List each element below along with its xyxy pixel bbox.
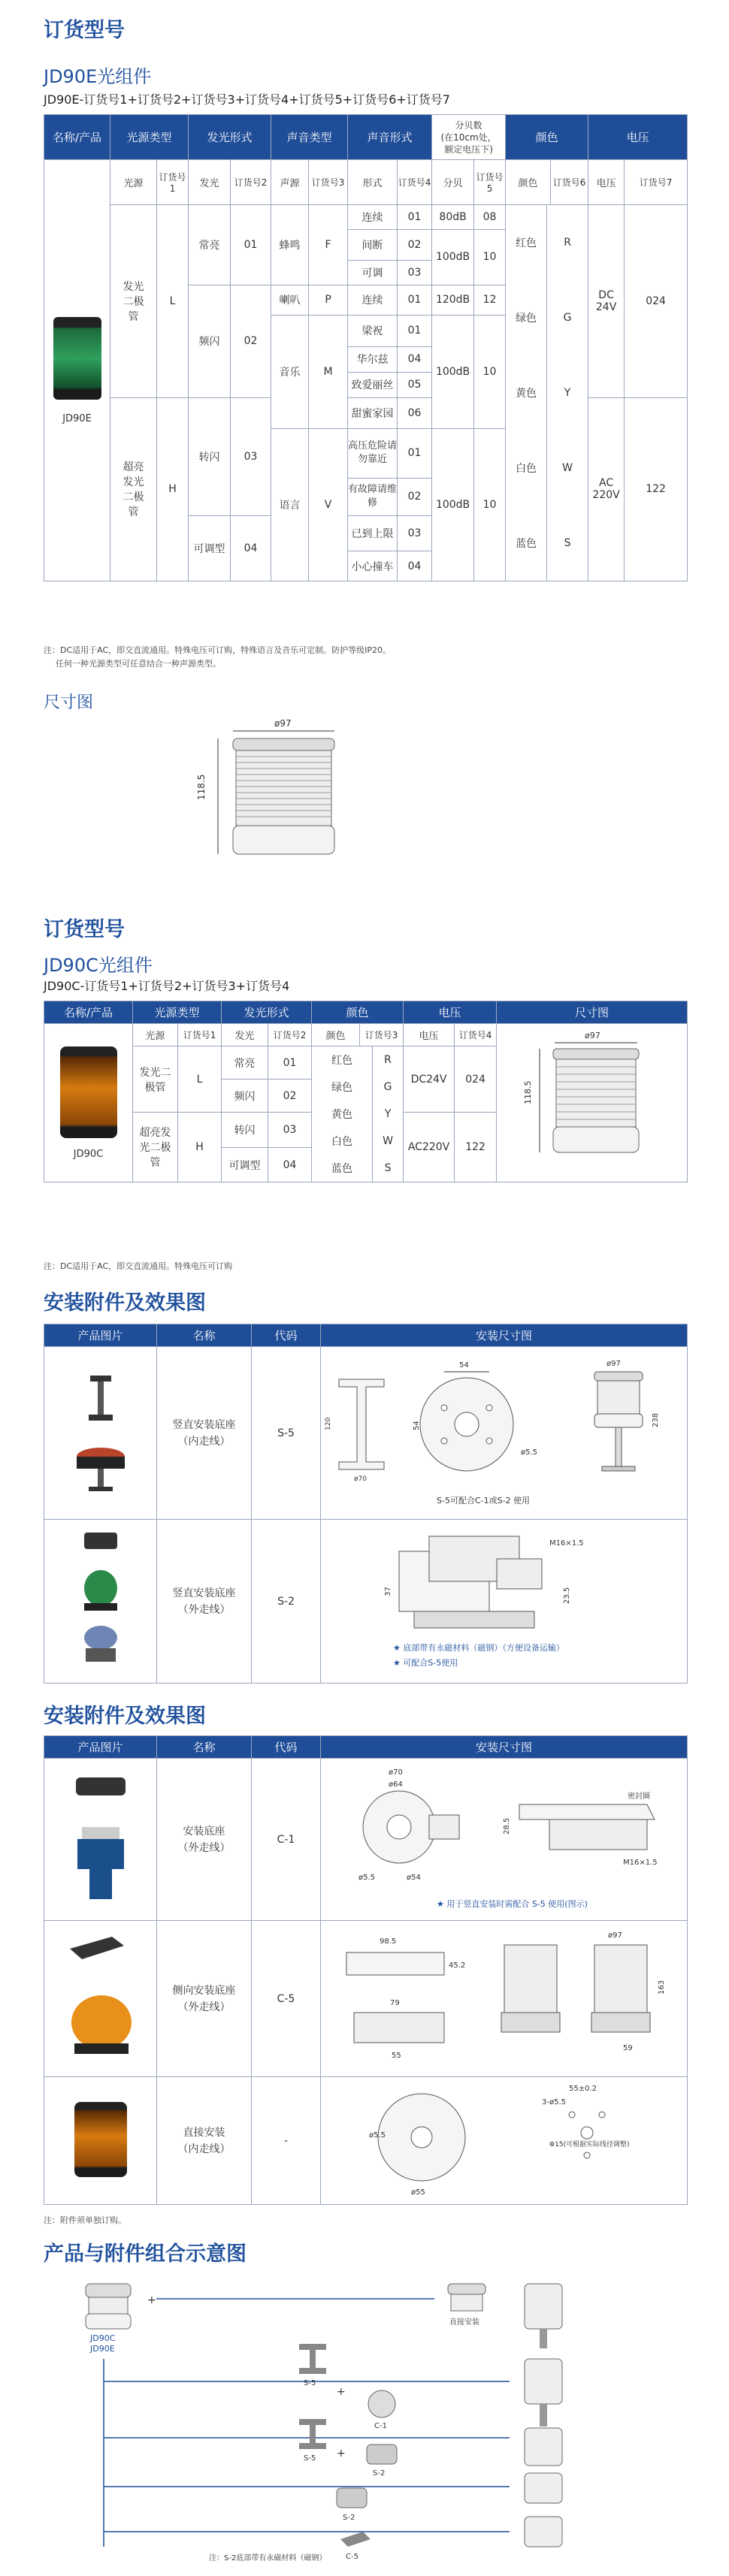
- sub-hdr: 订货号1: [178, 1024, 222, 1046]
- db-code: 10: [474, 230, 506, 285]
- c1-image-cell: [44, 1759, 157, 1921]
- sound-form: 高压危险请勿靠近: [348, 429, 398, 479]
- voltage-code-dc: 024: [625, 205, 688, 398]
- sub-hdr: 声源: [271, 160, 309, 205]
- db-code: 12: [474, 285, 506, 316]
- s2-caption-2: ★ 可配合S-5使用: [392, 1657, 458, 1668]
- sub-hdr: 订货号4: [455, 1024, 497, 1046]
- light-form: 频闪: [222, 1080, 268, 1113]
- c5-name: 侧向安装底座 （外走线）: [157, 1921, 252, 2077]
- sound-form: 甜蜜家园: [348, 397, 398, 429]
- hdr-name: 名称/产品: [44, 1001, 133, 1024]
- product-name-jd90e: JD90E: [62, 412, 92, 424]
- hdr-code: 代码: [252, 1324, 321, 1347]
- c1-product-image: [59, 1767, 142, 1910]
- c5-dim-drawing: [324, 1922, 685, 2073]
- dim-label: M16×1.5: [622, 1858, 658, 1867]
- sound-source-code: P: [309, 285, 348, 316]
- sub-hdr: 订货号2: [268, 1024, 312, 1046]
- dim-label: 54: [458, 1360, 469, 1370]
- sound-form-code: 01: [398, 285, 432, 316]
- voltage-ac: AC 220V: [588, 397, 625, 581]
- hdr-color: 颜色: [506, 115, 588, 160]
- sound-form-code: 04: [398, 346, 432, 372]
- light-form-code: 03: [231, 397, 271, 515]
- dim-width-label: ø97: [584, 1031, 600, 1040]
- combo-note: 注：S-2底部带有永磁材料（磁钢）: [209, 2554, 327, 2562]
- dim-label: 163: [657, 1980, 666, 1995]
- direct-product-image: [74, 2102, 127, 2177]
- product-cell-jd90c: [44, 1024, 133, 1182]
- s5-code: S-5: [252, 1347, 321, 1520]
- s2-dims-cell: [321, 1520, 688, 1684]
- sound-form: 连续: [348, 285, 398, 316]
- color-blue: 蓝色: [516, 538, 537, 550]
- sub-hdr: 颜色: [506, 160, 551, 205]
- dim-label: ø97: [606, 1359, 621, 1368]
- hdr-light-type: 光源类型: [133, 1001, 222, 1024]
- combo-label: S-5: [304, 2379, 316, 2387]
- dim-cell-jd90c: [497, 1024, 688, 1182]
- dim-label: 120: [324, 1417, 332, 1430]
- dim-label: 79: [389, 1998, 400, 2007]
- c1-dim-drawing: [324, 1759, 685, 1917]
- hdr-dim: 尺寸图: [497, 1001, 688, 1024]
- sound-form-code: 02: [398, 230, 432, 261]
- sub-hdr: 订货号6: [551, 160, 588, 205]
- sound-source-music: 音乐: [271, 316, 309, 429]
- sub-hdr: 电压: [404, 1024, 455, 1046]
- light-form: 转闪: [222, 1113, 268, 1148]
- jd90c-lamp-image: [60, 1046, 117, 1138]
- sound-source-code: V: [309, 429, 348, 581]
- db-code: 10: [474, 316, 506, 429]
- sub-hdr: 发光: [222, 1024, 268, 1046]
- product-title-jd90e: JD90E光组件: [44, 66, 152, 87]
- sub-hdr: 形式: [348, 160, 398, 205]
- direct-dim-drawing: [324, 2077, 685, 2201]
- order-table-jd90e: [44, 114, 688, 581]
- combo-label: C-1: [374, 2422, 387, 2430]
- s5-image-cell: [44, 1347, 157, 1520]
- dim-label: ø5.5: [368, 2131, 386, 2140]
- light-form-code: 02: [268, 1080, 312, 1113]
- color-code: W: [373, 1128, 404, 1155]
- combo-label: C-5: [346, 2553, 358, 2561]
- s2-dim-drawing: [324, 1521, 685, 1679]
- combo-label: S-2: [373, 2469, 386, 2478]
- hdr-sound-type: 声音类型: [271, 115, 348, 160]
- sound-form-code: 04: [398, 551, 432, 581]
- light-form-code: 01: [231, 205, 271, 285]
- order-title-1: 订货型号: [44, 19, 125, 42]
- sound-source-horn: 喇叭: [271, 285, 309, 316]
- color-code: S: [373, 1155, 404, 1182]
- sound-form: 梁祝: [348, 316, 398, 347]
- order-title-2: 订货型号: [44, 918, 125, 941]
- dim-label: Φ15(可根据实际线径调整): [549, 2141, 630, 2149]
- sound-form-code: 01: [398, 429, 432, 479]
- light-form-steady: 常亮: [189, 205, 231, 285]
- product-cell-jd90e: [44, 160, 110, 581]
- hdr-code: 代码: [252, 1736, 321, 1759]
- light-code-h: H: [157, 397, 189, 581]
- sound-form-code: 01: [398, 205, 432, 230]
- c5-product-image: [59, 1926, 142, 2069]
- product-name-jd90c: JD90C: [73, 1148, 104, 1160]
- s2-name: 竖直安装底座 （外走线）: [157, 1520, 252, 1684]
- color: 黄色: [331, 1109, 353, 1121]
- sound-form: 有故障请维修: [348, 478, 398, 515]
- color-code-g: G: [547, 280, 588, 355]
- color-code: G: [373, 1074, 404, 1101]
- sound-form: 华尔兹: [348, 346, 398, 372]
- db-value: 100dB: [432, 429, 474, 581]
- light-code-h: H: [178, 1113, 222, 1182]
- color-code-s: S: [547, 506, 588, 581]
- sub-hdr: 发光: [189, 160, 231, 205]
- color: 红色: [331, 1055, 353, 1067]
- s5-dim-drawing: [324, 1349, 685, 1514]
- sound-form-code: 03: [398, 515, 432, 551]
- voltage-dc: DC24V: [404, 1046, 455, 1113]
- dim-drawing-jd90e: [188, 717, 368, 875]
- hdr-color: 颜色: [312, 1001, 404, 1024]
- order-formula-jd90e: JD90E-订货号1+订货号2+订货号3+订货号4+订货号5+订货号6+订货号7: [44, 92, 450, 107]
- s5-caption: S-5可配合C-1或S-2 使用: [436, 1495, 530, 1505]
- dim-height-label: 118.5: [522, 1080, 533, 1104]
- dim-label: ø70: [353, 1475, 367, 1483]
- light-form-code: 01: [268, 1046, 312, 1080]
- hdr-dims: 安装尺寸图: [321, 1736, 688, 1759]
- order-table-jd90c: [44, 1001, 688, 1182]
- sub-hdr: 订货号3: [309, 160, 348, 205]
- direct-image-cell: [44, 2077, 157, 2205]
- sub-hdr: 订货号7: [625, 160, 688, 205]
- sound-form-code: 02: [398, 478, 432, 515]
- db-value: 100dB: [432, 230, 474, 285]
- color-block: [506, 205, 588, 581]
- hdr-light-type: 光源类型: [110, 115, 189, 160]
- hdr-light-form: 发光形式: [222, 1001, 312, 1024]
- sub-hdr: 订货号5: [474, 160, 506, 205]
- dim-label: 54: [412, 1420, 421, 1430]
- light-form-code: 03: [268, 1113, 312, 1148]
- base-product: [86, 2284, 131, 2354]
- light-form-rotate: 转闪: [189, 397, 231, 515]
- color-code: Y: [373, 1101, 404, 1128]
- c5-dims-cell: [321, 1921, 688, 2077]
- dim-title-jd90e: 尺寸图: [44, 693, 94, 712]
- note-jd90e-2: 任何一种光源类型可任意结合一种声源类型。: [56, 659, 221, 669]
- dim-label: M16×1.5: [549, 1539, 584, 1548]
- db-code: 10: [474, 429, 506, 581]
- voltage-code-ac: 122: [455, 1113, 497, 1182]
- hdr-voltage: 电压: [404, 1001, 497, 1024]
- sound-form: 已到上限: [348, 515, 398, 551]
- hdr-name: 名称: [157, 1324, 252, 1347]
- color-code-w: W: [547, 430, 588, 506]
- sub-hdr: 光源: [133, 1024, 178, 1046]
- combo-result-lamps: [525, 2284, 562, 2547]
- color-yellow: 黄色: [516, 388, 537, 400]
- dim-label: 23.5: [562, 1587, 571, 1604]
- dim-label: 28.5: [502, 1817, 511, 1835]
- dim-label: ø55: [410, 2188, 425, 2197]
- order-formula-jd90c: JD90C-订货号1+订货号2+订货号3+订货号4: [44, 979, 290, 993]
- hdr-image: 产品图片: [44, 1736, 157, 1759]
- hdr-sound-form: 声音形式: [348, 115, 432, 160]
- s2-code: S-2: [252, 1520, 321, 1684]
- s2-product-image: [63, 1525, 138, 1675]
- light-code-l: L: [157, 205, 189, 398]
- sound-source-code: M: [309, 316, 348, 429]
- svg-text:+: +: [337, 2386, 346, 2398]
- light-source-super-led: 超亮发光二极管: [133, 1113, 178, 1182]
- svg-text:+: +: [147, 2294, 156, 2306]
- note-jd90e-1: 注：DC适用于AC，即交直流通用。特殊电压可订购，特殊语言及音乐可定制。防护等级IP20。: [44, 645, 392, 655]
- color-red: 红色: [516, 237, 537, 249]
- sub-hdr: 颜色: [312, 1024, 360, 1046]
- dim-label: ø64: [388, 1780, 403, 1789]
- sound-form-code: 06: [398, 397, 432, 429]
- sub-hdr: 电压: [588, 160, 625, 205]
- s5-dims-cell: [321, 1347, 688, 1520]
- hdr-image: 产品图片: [44, 1324, 157, 1347]
- hdr-name: 名称: [157, 1736, 252, 1759]
- c5-image-cell: [44, 1921, 157, 2077]
- jd90e-lamp-image: [53, 317, 101, 400]
- dim-label: 98.5: [379, 1937, 396, 1946]
- c1-caption: ★ 用于竖直安装时需配合 S-5 使用(图示): [436, 1898, 588, 1909]
- light-form-adjustable: 可调型: [189, 515, 231, 581]
- svg-text:+: +: [337, 2448, 346, 2460]
- color: 绿色: [331, 1082, 353, 1094]
- dim-label: 55±0.2: [568, 2085, 597, 2093]
- product-title-jd90c: JD90C光组件: [44, 955, 153, 976]
- light-form: 可调型: [222, 1148, 268, 1182]
- db-code: 08: [474, 205, 506, 230]
- light-source-super-led: 超亮发光二极管: [110, 397, 157, 581]
- sound-form: 小心撞车: [348, 551, 398, 581]
- sub-hdr: 订货号3: [360, 1024, 404, 1046]
- dim-label: 3-ø5.5: [541, 2098, 566, 2106]
- hdr-dims: 安装尺寸图: [321, 1324, 688, 1347]
- light-form: 常亮: [222, 1046, 268, 1080]
- sound-source-code: F: [309, 205, 348, 285]
- color-green: 绿色: [516, 313, 537, 325]
- note-accessories: 注：附件须单独订购。: [44, 2215, 126, 2225]
- hdr-voltage: 电压: [588, 115, 688, 160]
- dim-label: ø54: [406, 1873, 421, 1882]
- dim-label: 55: [391, 2051, 401, 2060]
- light-form-code: 02: [231, 285, 271, 397]
- c1-dims-cell: [321, 1759, 688, 1921]
- c5-code: C-5: [252, 1921, 321, 2077]
- dim-label: 59: [622, 2043, 633, 2052]
- dim-label: 37: [383, 1586, 392, 1596]
- voltage-code-ac: 122: [625, 397, 688, 581]
- s5-product-image: [63, 1368, 138, 1496]
- combo-diagram: [44, 2269, 690, 2569]
- direct-name: 直接安装 （内走线）: [157, 2077, 252, 2205]
- sound-source-voice: 语言: [271, 429, 309, 581]
- s2-image-cell: [44, 1520, 157, 1684]
- color-block: [312, 1046, 404, 1182]
- sound-form: 可调: [348, 260, 398, 285]
- dim-drawing-jd90c: [510, 1026, 675, 1176]
- sound-form-code: 01: [398, 316, 432, 347]
- db-value: 80dB: [432, 205, 474, 230]
- hdr-light-form: 发光形式: [189, 115, 271, 160]
- c1-name: 安装底座 （外走线）: [157, 1759, 252, 1921]
- sound-form-code: 03: [398, 260, 432, 285]
- combo-product-label: JD90E: [90, 2344, 115, 2354]
- light-form-code: 04: [268, 1148, 312, 1182]
- dim-label: ø5.5: [358, 1873, 375, 1882]
- s5-name: 竖直安装底座 （内走线）: [157, 1347, 252, 1520]
- color-code-y: Y: [547, 355, 588, 430]
- voltage-dc: DC 24V: [588, 205, 625, 398]
- voltage-code-dc: 024: [455, 1046, 497, 1113]
- combo-title: 产品与附件组合示意图: [44, 2242, 247, 2266]
- hdr-name: 名称/产品: [44, 115, 110, 160]
- dim-label: ø70: [388, 1768, 403, 1777]
- light-source-led: 发光二极管: [133, 1046, 178, 1113]
- combo-label: S-5: [304, 2454, 316, 2463]
- color-code: R: [373, 1046, 404, 1074]
- light-source-led: 发光二极管: [110, 205, 157, 398]
- accessory-title-1: 安装附件及效果图: [44, 1291, 206, 1315]
- sound-source-buzzer: 蜂鸣: [271, 205, 309, 285]
- dim-label: ø97: [607, 1931, 622, 1940]
- sound-form: 间断: [348, 230, 398, 261]
- voltage-ac: AC220V: [404, 1113, 455, 1182]
- sub-hdr: 光源: [110, 160, 157, 205]
- sub-hdr: 订货号4: [398, 160, 432, 205]
- sub-hdr: 订货号1: [157, 160, 189, 205]
- accessory-table-2: [44, 1735, 688, 2205]
- s2-caption-1: ★ 底部带有永磁材料（磁钢）（方便设备运输）: [392, 1642, 564, 1653]
- light-form-code: 04: [231, 515, 271, 581]
- dim-height-label: 118.5: [196, 774, 207, 800]
- note-jd90c: 注：DC适用于AC，即交直流通用。特殊电压可订购: [44, 1261, 233, 1271]
- light-code-l: L: [178, 1046, 222, 1113]
- color-white: 白色: [516, 463, 537, 475]
- color: 白色: [331, 1136, 353, 1148]
- dim-label: 密封圈: [627, 1792, 650, 1801]
- c1-code: C-1: [252, 1759, 321, 1921]
- dim-label: 238: [651, 1412, 660, 1427]
- dim-width-label: ø97: [274, 718, 292, 729]
- color: 蓝色: [331, 1163, 353, 1175]
- color-code-r: R: [547, 205, 588, 280]
- accessory-table-1: [44, 1324, 688, 1684]
- sound-form: 连续: [348, 205, 398, 230]
- combo-label: 直接安装: [449, 2318, 479, 2327]
- hdr-db: 分贝数 (在10cm处， 额定电压下): [432, 115, 506, 160]
- dim-label: ø5.5: [520, 1448, 537, 1457]
- sub-hdr: 订货号2: [231, 160, 271, 205]
- combo-label: S-2: [343, 2514, 355, 2522]
- sound-form-code: 05: [398, 372, 432, 397]
- sound-form: 致爱丽丝: [348, 372, 398, 397]
- accessory-title-2: 安装附件及效果图: [44, 1705, 206, 1728]
- combo-product-label: JD90C: [90, 2333, 116, 2343]
- sub-hdr: 分贝: [432, 160, 474, 205]
- light-form-flash: 频闪: [189, 285, 231, 397]
- db-value: 100dB: [432, 316, 474, 429]
- direct-dims-cell: [321, 2077, 688, 2205]
- db-value: 120dB: [432, 285, 474, 316]
- dim-label: 45.2: [448, 1961, 465, 1970]
- direct-code: -: [252, 2077, 321, 2205]
